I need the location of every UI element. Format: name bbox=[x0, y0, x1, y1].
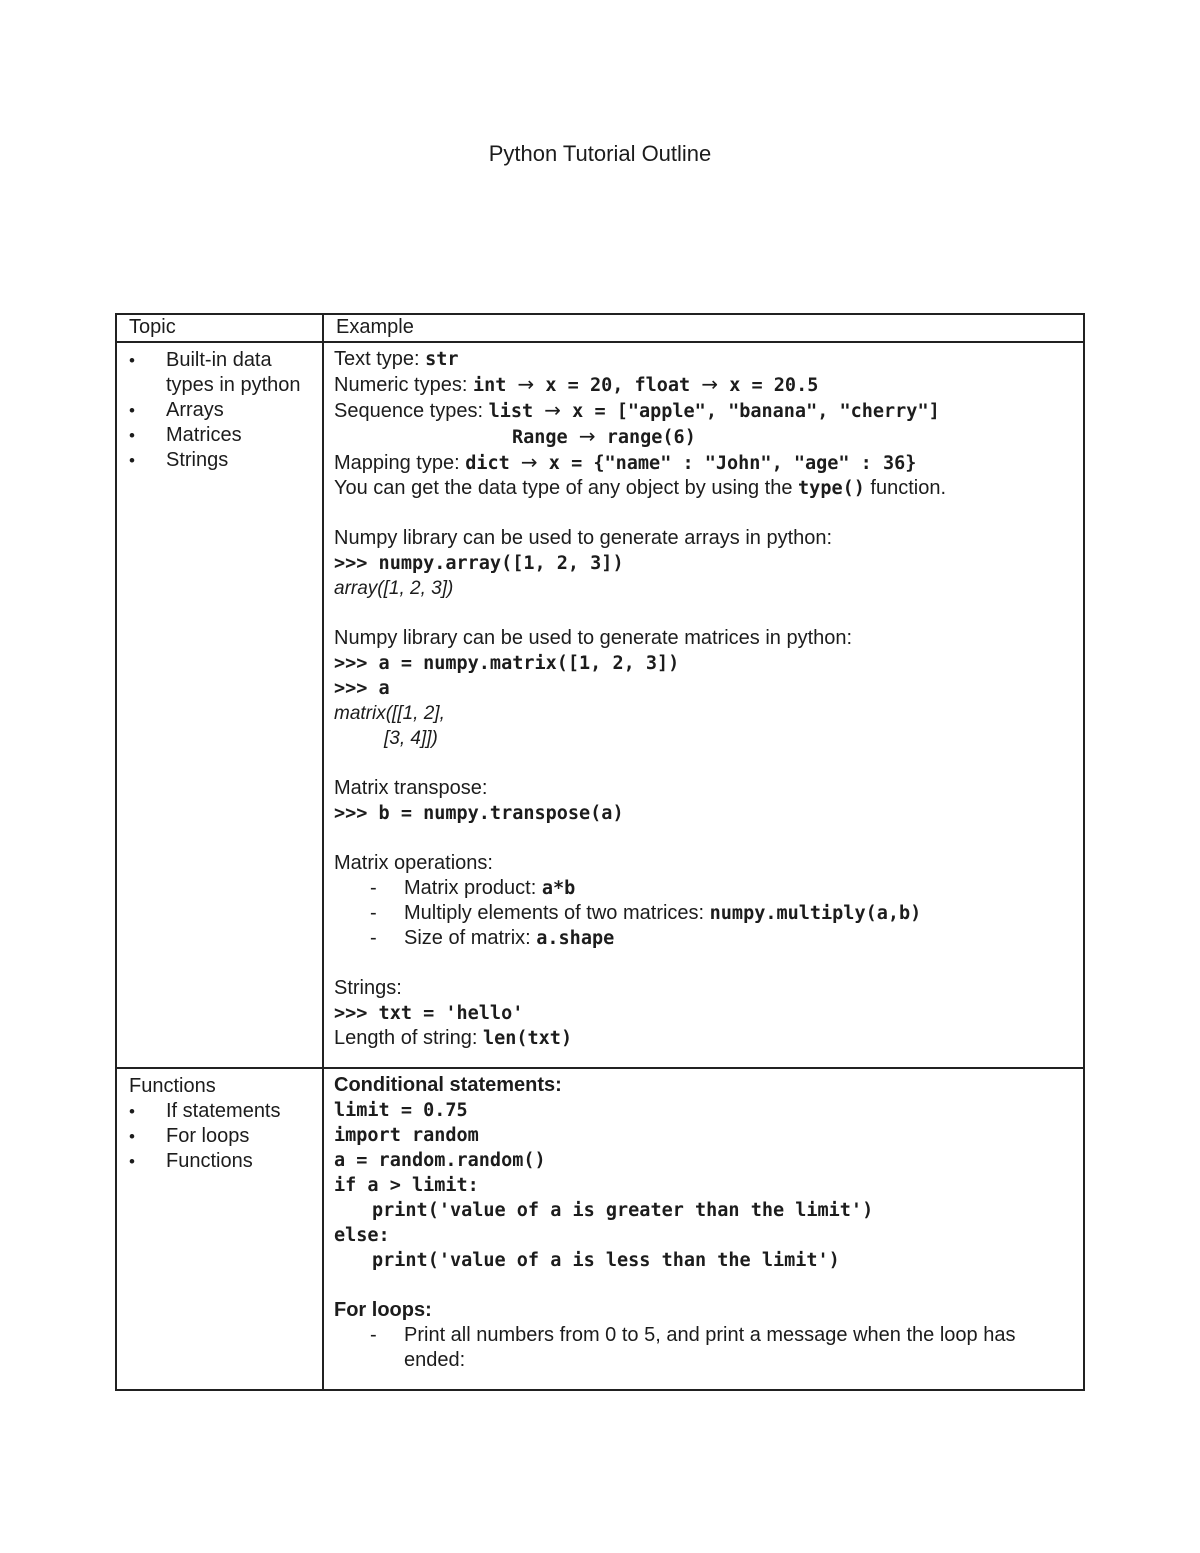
arrow-icon: → bbox=[701, 372, 719, 396]
heading-segment: For loops: bbox=[334, 1299, 432, 1321]
column-header-example: Example bbox=[323, 314, 1084, 342]
arrow-icon: → bbox=[578, 424, 596, 448]
text-segment: Size of matrix: bbox=[404, 927, 537, 949]
example-line bbox=[334, 398, 1075, 424]
blank-line bbox=[334, 1273, 1075, 1298]
code-segment: limit = 0.75 bbox=[334, 1100, 468, 1121]
dash-list-item bbox=[334, 901, 1075, 926]
outline-table bbox=[115, 313, 1085, 1391]
bullet-label: Matrices bbox=[166, 424, 242, 446]
code-segment: str bbox=[425, 349, 459, 370]
bullet-list-item bbox=[129, 1124, 318, 1149]
code-segment: >>> b = numpy.transpose(a) bbox=[334, 803, 624, 824]
output-segment: matrix([[1, 2], bbox=[334, 703, 445, 724]
example-cell bbox=[323, 342, 1084, 1068]
example-line bbox=[334, 347, 1075, 372]
code-segment: Range bbox=[512, 427, 579, 448]
example-line bbox=[334, 676, 1075, 701]
bullet-icon: • bbox=[129, 1127, 135, 1146]
heading-segment: Conditional statements: bbox=[334, 1074, 562, 1096]
bullet-icon: • bbox=[129, 401, 135, 420]
text-segment: Strings: bbox=[334, 977, 402, 999]
example-line bbox=[334, 1298, 1075, 1323]
dash-list-item bbox=[334, 926, 1075, 951]
example-line bbox=[334, 450, 1075, 476]
text-segment: Matrix transpose: bbox=[334, 777, 488, 799]
text-segment: Numpy library can be used to generate arrays in python: bbox=[334, 527, 833, 549]
example-line bbox=[334, 726, 1075, 751]
blank-line bbox=[334, 951, 1075, 976]
topic-cell bbox=[116, 1068, 323, 1390]
bullet-label: If statements bbox=[166, 1100, 281, 1122]
text-segment: Print all numbers from 0 to 5, and print a message when the loop has ended: bbox=[404, 1324, 1022, 1371]
bullet-icon: • bbox=[129, 426, 135, 445]
example-line bbox=[334, 476, 1075, 501]
bullet-list-item bbox=[129, 448, 318, 473]
example-line bbox=[334, 1223, 1075, 1248]
text-segment: Multiply elements of two matrices: bbox=[404, 902, 710, 924]
bullet-label: For loops bbox=[166, 1125, 250, 1147]
blank-line bbox=[334, 501, 1075, 526]
arrow-icon: → bbox=[517, 372, 535, 396]
example-line bbox=[334, 1123, 1075, 1148]
table-row bbox=[116, 1068, 1084, 1390]
code-segment: x = 20, float bbox=[534, 375, 702, 396]
output-segment: [3, 4]]) bbox=[384, 728, 438, 749]
code-segment: dict bbox=[465, 453, 521, 474]
code-segment: else: bbox=[334, 1225, 390, 1246]
topic-cell bbox=[116, 342, 323, 1068]
text-segment: Matrix product: bbox=[404, 877, 542, 899]
code-segment: >>> numpy.array([1, 2, 3]) bbox=[334, 553, 624, 574]
dash-list-item bbox=[334, 876, 1075, 901]
code-segment: >>> txt = 'hello' bbox=[334, 1003, 524, 1024]
output-segment: array([1, 2, 3]) bbox=[334, 578, 454, 599]
column-header-topic: Topic bbox=[116, 314, 323, 342]
topic-heading: Functions bbox=[129, 1075, 216, 1097]
code-segment: int bbox=[472, 375, 518, 396]
bullet-label: Built-in data types in python bbox=[166, 349, 301, 396]
text-segment: Text type: bbox=[334, 348, 426, 370]
code-segment: x = 20.5 bbox=[718, 375, 819, 396]
dash-icon: - bbox=[370, 1324, 377, 1346]
text-segment: Numpy library can be used to generate matrices in python: bbox=[334, 627, 853, 649]
table-header-row bbox=[116, 314, 1084, 342]
blank-line bbox=[334, 751, 1075, 776]
example-line bbox=[334, 576, 1075, 601]
code-segment: print('value of a is greater than the limit') bbox=[372, 1200, 874, 1221]
dash-list-item bbox=[334, 1323, 1075, 1373]
bullet-list-item bbox=[129, 1099, 318, 1124]
bullet-icon: • bbox=[129, 1152, 135, 1171]
text-segment: Mapping type: bbox=[334, 452, 466, 474]
example-line bbox=[334, 372, 1075, 398]
example-line bbox=[334, 701, 1075, 726]
example-line bbox=[334, 1198, 1075, 1223]
code-segment: a.shape bbox=[536, 928, 615, 949]
code-segment: type() bbox=[798, 478, 865, 499]
code-segment: import random bbox=[334, 1125, 479, 1146]
example-line bbox=[334, 1248, 1075, 1273]
example-line bbox=[334, 776, 1075, 801]
text-segment: You can get the data type of any object by using the bbox=[334, 477, 799, 499]
bullet-icon: • bbox=[129, 1102, 135, 1121]
example-line bbox=[334, 851, 1075, 876]
example-line bbox=[334, 551, 1075, 576]
example-line bbox=[334, 1173, 1075, 1198]
blank-line bbox=[334, 601, 1075, 626]
code-segment: x = ["apple", "banana", "cherry"] bbox=[561, 401, 940, 422]
arrow-icon: → bbox=[520, 450, 538, 474]
code-segment: range(6) bbox=[595, 427, 696, 448]
code-segment: numpy.multiply(a,b) bbox=[709, 903, 922, 924]
example-line bbox=[334, 1001, 1075, 1026]
text-segment: function. bbox=[864, 477, 947, 499]
bullet-label: Strings bbox=[166, 449, 229, 471]
example-cell bbox=[323, 1068, 1084, 1390]
bullet-label: Arrays bbox=[166, 399, 224, 421]
blank-line bbox=[334, 826, 1075, 851]
code-segment: a*b bbox=[541, 878, 576, 899]
page-title: Python Tutorial Outline bbox=[488, 141, 712, 166]
example-line bbox=[334, 424, 1075, 450]
code-segment: print('value of a is less than the limit') bbox=[372, 1250, 840, 1271]
example-line bbox=[334, 1073, 1075, 1098]
bullet-list-item bbox=[129, 1149, 318, 1174]
dash-icon: - bbox=[370, 902, 377, 924]
example-line bbox=[334, 626, 1075, 651]
example-line bbox=[334, 1098, 1075, 1123]
dash-icon: - bbox=[370, 877, 377, 899]
example-line bbox=[334, 651, 1075, 676]
bullet-icon: • bbox=[129, 351, 135, 370]
code-segment: len(txt) bbox=[482, 1028, 573, 1049]
bullet-label: Functions bbox=[166, 1150, 253, 1172]
text-segment: Sequence types: bbox=[334, 400, 489, 422]
bullet-list-item bbox=[129, 398, 318, 423]
code-segment: >>> a = numpy.matrix([1, 2, 3]) bbox=[334, 653, 680, 674]
bullet-list-item bbox=[129, 348, 318, 398]
code-segment: x = {"name" : "John", "age" : 36} bbox=[537, 453, 917, 474]
arrow-icon: → bbox=[544, 398, 562, 422]
code-segment: list bbox=[488, 401, 545, 422]
text-segment: Length of string: bbox=[334, 1027, 483, 1049]
dash-icon: - bbox=[370, 927, 377, 949]
code-segment: a = random.random() bbox=[334, 1150, 546, 1171]
bullet-icon: • bbox=[129, 451, 135, 470]
text-segment: Matrix operations: bbox=[334, 852, 493, 874]
example-line bbox=[334, 976, 1075, 1001]
example-line bbox=[334, 801, 1075, 826]
example-line bbox=[334, 526, 1075, 551]
table-row bbox=[116, 342, 1084, 1068]
text-segment: Numeric types: bbox=[334, 374, 473, 396]
code-segment: if a > limit: bbox=[334, 1175, 479, 1196]
example-line bbox=[334, 1026, 1075, 1051]
bullet-list-item bbox=[129, 423, 318, 448]
code-segment: >>> a bbox=[334, 678, 390, 699]
example-line bbox=[334, 1148, 1075, 1173]
